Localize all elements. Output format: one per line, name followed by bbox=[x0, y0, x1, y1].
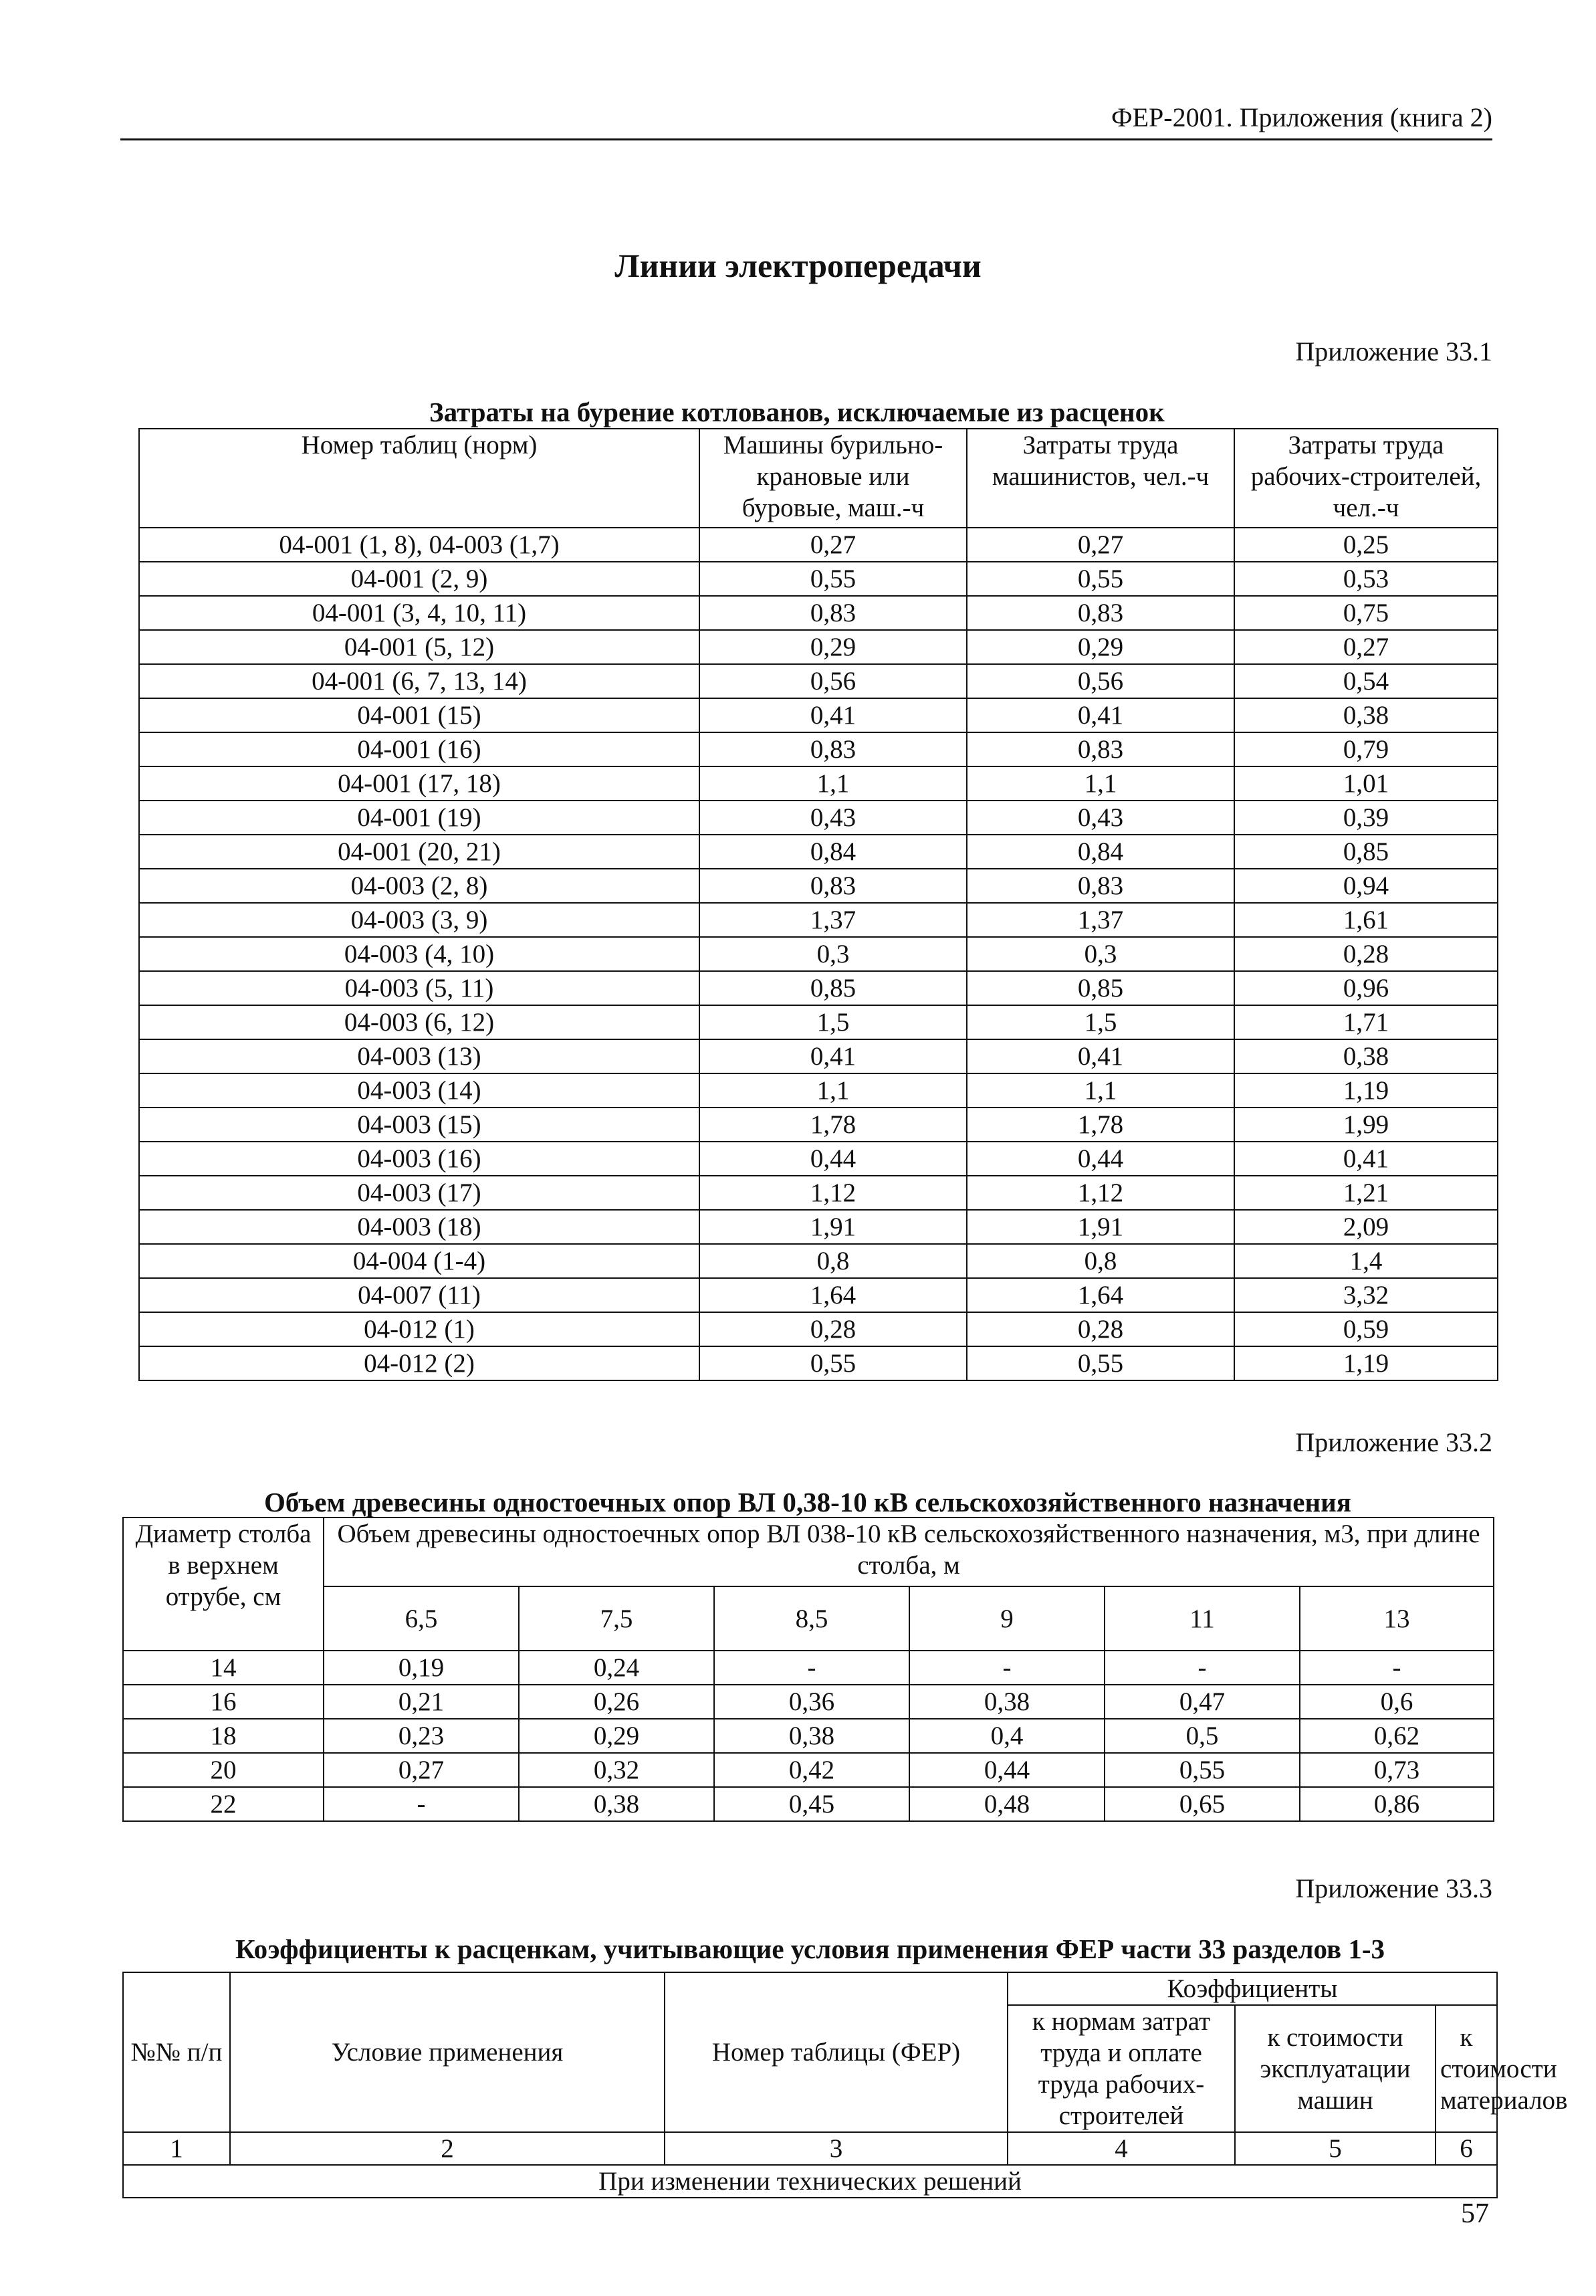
condition-header: Условие применения bbox=[230, 1972, 665, 2132]
materials-coefficient-header: к стоимости материалов bbox=[1436, 2005, 1497, 2132]
header-rule bbox=[120, 138, 1492, 140]
table-cell: 04-001 (17, 18) bbox=[139, 766, 699, 801]
table-cell: 0,83 bbox=[967, 869, 1234, 903]
diameter-header: Диаметр столба в верхнем отрубе, см bbox=[123, 1518, 324, 1651]
table-cell: 04-001 (2, 9) bbox=[139, 562, 699, 596]
table-row bbox=[123, 1787, 1494, 1821]
table-row bbox=[139, 971, 1498, 1005]
table-cell: 0,41 bbox=[1234, 1142, 1498, 1176]
drilling-costs-table bbox=[138, 428, 1498, 1381]
table-cell: 04-012 (1) bbox=[139, 1312, 699, 1346]
table-cell: 04-003 (15) bbox=[139, 1108, 699, 1142]
table-cell: 04-003 (3, 9) bbox=[139, 903, 699, 937]
table-cell: 04-001 (3, 4, 10, 11) bbox=[139, 596, 699, 630]
column-number: 4 bbox=[1008, 2132, 1235, 2165]
table-cell: 1,64 bbox=[699, 1278, 967, 1312]
table-cell: 0,86 bbox=[1300, 1787, 1494, 1821]
table-cell: 04-001 (6, 7, 13, 14) bbox=[139, 664, 699, 698]
table-row bbox=[123, 1753, 1494, 1787]
table-cell: 0,39 bbox=[1234, 801, 1498, 835]
table-cell: 04-003 (18) bbox=[139, 1210, 699, 1244]
table-cell: 0,23 bbox=[324, 1719, 519, 1753]
table-cell: 0,29 bbox=[967, 630, 1234, 664]
table-cell: 04-012 (2) bbox=[139, 1346, 699, 1380]
table-cell: 0,28 bbox=[1234, 937, 1498, 971]
table-cell: 0,44 bbox=[699, 1142, 967, 1176]
table-cell: 0,27 bbox=[699, 528, 967, 562]
table-cell: 1,99 bbox=[1234, 1108, 1498, 1142]
appendix-33-1-label: Приложение 33.1 bbox=[1295, 336, 1492, 367]
table-cell: 1,4 bbox=[1234, 1244, 1498, 1278]
table-cell: 0,6 bbox=[1300, 1685, 1494, 1719]
table-row bbox=[139, 835, 1498, 869]
column-header: Затраты труда рабочих-строителей, чел.-ч bbox=[1234, 429, 1498, 528]
table-cell: 0,43 bbox=[699, 801, 967, 835]
table-cell: 0,36 bbox=[714, 1685, 909, 1719]
table-cell: 0,8 bbox=[699, 1244, 967, 1278]
table-row bbox=[123, 1651, 1494, 1685]
table-cell: 1,1 bbox=[967, 1073, 1234, 1108]
table-cell: 0,83 bbox=[967, 596, 1234, 630]
table-cell: 3,32 bbox=[1234, 1278, 1498, 1312]
table-row bbox=[123, 1719, 1494, 1753]
column-number: 5 bbox=[1235, 2132, 1436, 2165]
table-cell: 0,21 bbox=[324, 1685, 519, 1719]
table-cell: 1,91 bbox=[699, 1210, 967, 1244]
table-cell: 0,94 bbox=[1234, 869, 1498, 903]
table-row bbox=[139, 766, 1498, 801]
table-cell: 0,83 bbox=[699, 869, 967, 903]
table-cell: 0,27 bbox=[1234, 630, 1498, 664]
table-row bbox=[139, 1346, 1498, 1380]
table-cell: 0,84 bbox=[699, 835, 967, 869]
table-row bbox=[139, 562, 1498, 596]
table-row bbox=[139, 1176, 1498, 1210]
table-cell: 04-003 (4, 10) bbox=[139, 937, 699, 971]
table-cell: 0,83 bbox=[699, 732, 967, 766]
table-cell: 04-003 (13) bbox=[139, 1039, 699, 1073]
table-cell: 0,41 bbox=[699, 698, 967, 732]
table-cell: 04-003 (2, 8) bbox=[139, 869, 699, 903]
table-cell: 1,5 bbox=[699, 1005, 967, 1039]
table-cell: 04-003 (6, 12) bbox=[139, 1005, 699, 1039]
table-cell: 2,09 bbox=[1234, 1210, 1498, 1244]
table-row bbox=[139, 1108, 1498, 1142]
table-cell: 0,41 bbox=[699, 1039, 967, 1073]
table-row bbox=[139, 596, 1498, 630]
column-number: 1 bbox=[123, 2132, 230, 2165]
table-cell: 0,55 bbox=[967, 1346, 1234, 1380]
table-cell: 1,12 bbox=[967, 1176, 1234, 1210]
table-cell: 0,44 bbox=[967, 1142, 1234, 1176]
table-cell: 1,19 bbox=[1234, 1346, 1498, 1380]
column-number: 3 bbox=[665, 2132, 1008, 2165]
table-cell: 1,91 bbox=[967, 1210, 1234, 1244]
table-row bbox=[139, 1005, 1498, 1039]
table-cell: 0,38 bbox=[1234, 1039, 1498, 1073]
table-row bbox=[139, 528, 1498, 562]
table-cell: 0,38 bbox=[714, 1719, 909, 1753]
table-cell: 0,55 bbox=[967, 562, 1234, 596]
table-cell: 1,78 bbox=[699, 1108, 967, 1142]
table-cell: - bbox=[1300, 1651, 1494, 1685]
table-cell: 1,71 bbox=[1234, 1005, 1498, 1039]
table-row bbox=[139, 937, 1498, 971]
table-cell: 0,27 bbox=[324, 1753, 519, 1787]
table-cell: 04-001 (15) bbox=[139, 698, 699, 732]
table-cell: 1,01 bbox=[1234, 766, 1498, 801]
table-row bbox=[139, 801, 1498, 835]
table-cell: 0,55 bbox=[699, 1346, 967, 1380]
table-cell: 0,47 bbox=[1105, 1685, 1300, 1719]
table-cell: 04-001 (20, 21) bbox=[139, 835, 699, 869]
table-row bbox=[139, 698, 1498, 732]
table-cell: 0,26 bbox=[519, 1685, 714, 1719]
appendix-33-2-label: Приложение 33.2 bbox=[1295, 1427, 1492, 1457]
timber-volume-table bbox=[122, 1517, 1494, 1822]
table-cell: - bbox=[909, 1651, 1105, 1685]
table-cell: 0,28 bbox=[967, 1312, 1234, 1346]
table-cell: 0,48 bbox=[909, 1787, 1105, 1821]
table-row bbox=[139, 664, 1498, 698]
table-cell: 0,38 bbox=[519, 1787, 714, 1821]
table-row bbox=[139, 1210, 1498, 1244]
table-cell: 0,41 bbox=[967, 1039, 1234, 1073]
table-cell: 1,5 bbox=[967, 1005, 1234, 1039]
table-cell: 0,3 bbox=[699, 937, 967, 971]
coefficients-header: Коэффициенты bbox=[1008, 1972, 1497, 2005]
table-row bbox=[139, 1278, 1498, 1312]
table-cell: 0,38 bbox=[1234, 698, 1498, 732]
page-title: Линии электропередачи bbox=[614, 247, 982, 284]
table-cell: 04-004 (1-4) bbox=[139, 1244, 699, 1278]
length-header: 8,5 bbox=[714, 1586, 909, 1651]
table-cell: 1,1 bbox=[699, 766, 967, 801]
table-cell: 0,25 bbox=[1234, 528, 1498, 562]
table-cell: 0,85 bbox=[967, 971, 1234, 1005]
table-cell: 0,54 bbox=[1234, 664, 1498, 698]
table-cell: 0,79 bbox=[1234, 732, 1498, 766]
table-cell: 1,64 bbox=[967, 1278, 1234, 1312]
table-cell: 0,55 bbox=[699, 562, 967, 596]
table-cell: 0,19 bbox=[324, 1651, 519, 1685]
table-row bbox=[139, 1312, 1498, 1346]
table-cell: 1,61 bbox=[1234, 903, 1498, 937]
table-cell: 1,12 bbox=[699, 1176, 967, 1210]
column-header: Номер таблиц (норм) bbox=[139, 429, 699, 528]
table-cell: 1,37 bbox=[699, 903, 967, 937]
table-cell: 0,85 bbox=[1234, 835, 1498, 869]
table-cell: 0,59 bbox=[1234, 1312, 1498, 1346]
table-cell: 1,37 bbox=[967, 903, 1234, 937]
table-cell: 0,62 bbox=[1300, 1719, 1494, 1753]
page-number: 57 bbox=[1461, 2198, 1489, 2229]
appendix-33-3-label: Приложение 33.3 bbox=[1295, 1873, 1492, 1903]
table-cell: 1,21 bbox=[1234, 1176, 1498, 1210]
table-cell: 0,24 bbox=[519, 1651, 714, 1685]
table-cell: 0,4 bbox=[909, 1719, 1105, 1753]
table-cell: 0,83 bbox=[967, 732, 1234, 766]
table-cell: 0,3 bbox=[967, 937, 1234, 971]
table-cell: 0,44 bbox=[909, 1753, 1105, 1787]
table-cell: 0,53 bbox=[1234, 562, 1498, 596]
section-row: При изменении технических решений bbox=[123, 2165, 1497, 2198]
table-cell: 0,83 bbox=[699, 596, 967, 630]
column-number: 6 bbox=[1436, 2132, 1497, 2165]
coefficients-table bbox=[122, 1972, 1568, 2198]
table-cell: 0,41 bbox=[967, 698, 1234, 732]
table-row bbox=[139, 1073, 1498, 1108]
table-cell: 1,78 bbox=[967, 1108, 1234, 1142]
appendix-33-1-caption: Затраты на бурение котлованов, исключаемые из расценок bbox=[429, 397, 1165, 427]
table-cell: 0,96 bbox=[1234, 971, 1498, 1005]
table-cell: 04-001 (1, 8), 04-003 (1,7) bbox=[139, 528, 699, 562]
machines-coefficient-header: к стоимости эксплуатации машин bbox=[1235, 2005, 1436, 2132]
table-cell: 0,38 bbox=[909, 1685, 1105, 1719]
table-cell: 0,45 bbox=[714, 1787, 909, 1821]
table-cell: 22 bbox=[123, 1787, 324, 1821]
table-cell: 04-003 (16) bbox=[139, 1142, 699, 1176]
table-cell: 1,1 bbox=[967, 766, 1234, 801]
length-header: 11 bbox=[1105, 1586, 1300, 1651]
length-header: 7,5 bbox=[519, 1586, 714, 1651]
length-header: 13 bbox=[1300, 1586, 1494, 1651]
num-header: №№ п/п bbox=[123, 1972, 230, 2132]
table-cell: 0,65 bbox=[1105, 1787, 1300, 1821]
table-row bbox=[139, 869, 1498, 903]
table-cell: 14 bbox=[123, 1651, 324, 1685]
table-cell: 0,29 bbox=[699, 630, 967, 664]
table-cell: 04-001 (19) bbox=[139, 801, 699, 835]
table-cell: - bbox=[714, 1651, 909, 1685]
table-row bbox=[139, 1039, 1498, 1073]
table-cell: 0,56 bbox=[967, 664, 1234, 698]
table-cell: 04-007 (11) bbox=[139, 1278, 699, 1312]
table-row bbox=[139, 903, 1498, 937]
table-row bbox=[139, 1244, 1498, 1278]
length-header: 9 bbox=[909, 1586, 1105, 1651]
table-cell: 0,32 bbox=[519, 1753, 714, 1787]
table-cell: 0,42 bbox=[714, 1753, 909, 1787]
column-number: 2 bbox=[230, 2132, 665, 2165]
table-cell: 04-003 (14) bbox=[139, 1073, 699, 1108]
table-cell: 0,73 bbox=[1300, 1753, 1494, 1787]
table-cell: 1,1 bbox=[699, 1073, 967, 1108]
table-cell: 0,5 bbox=[1105, 1719, 1300, 1753]
table-cell: 0,85 bbox=[699, 971, 967, 1005]
column-header: Затраты труда машинистов, чел.-ч bbox=[967, 429, 1234, 528]
table-cell: 04-003 (5, 11) bbox=[139, 971, 699, 1005]
table-cell: 16 bbox=[123, 1685, 324, 1719]
table-cell: 04-001 (16) bbox=[139, 732, 699, 766]
running-header: ФЕР-2001. Приложения (книга 2) bbox=[1111, 102, 1492, 132]
table-cell: - bbox=[324, 1787, 519, 1821]
table-row bbox=[139, 1142, 1498, 1176]
column-header: Машины бурильно-крановые или буровые, маш.-ч bbox=[699, 429, 967, 528]
table-cell: 0,84 bbox=[967, 835, 1234, 869]
table-row bbox=[123, 1685, 1494, 1719]
table-cell: 0,29 bbox=[519, 1719, 714, 1753]
table-cell: 0,56 bbox=[699, 664, 967, 698]
table-cell: 04-003 (17) bbox=[139, 1176, 699, 1210]
appendix-33-3-caption: Коэффициенты к расценкам, учитывающие условия применения ФЕР части 33 разделов 1-3 bbox=[235, 1934, 1385, 1964]
table-cell: 0,8 bbox=[967, 1244, 1234, 1278]
table-row bbox=[139, 630, 1498, 664]
table-row bbox=[139, 732, 1498, 766]
table-cell: 0,27 bbox=[967, 528, 1234, 562]
table-cell: 0,43 bbox=[967, 801, 1234, 835]
table-number-header: Номер таблицы (ФЕР) bbox=[665, 1972, 1008, 2132]
table-cell: 04-001 (5, 12) bbox=[139, 630, 699, 664]
appendix-33-2-caption: Объем древесины одностоечных опор ВЛ 0,38-10 кВ сельскохозяйственного назначения bbox=[264, 1487, 1351, 1518]
table-cell: 18 bbox=[123, 1719, 324, 1753]
table-cell: 20 bbox=[123, 1753, 324, 1787]
table-cell: - bbox=[1105, 1651, 1300, 1685]
table-cell: 0,55 bbox=[1105, 1753, 1300, 1787]
table-cell: 1,19 bbox=[1234, 1073, 1498, 1108]
length-header: 6,5 bbox=[324, 1586, 519, 1651]
table-cell: 0,75 bbox=[1234, 596, 1498, 630]
table-cell: 0,28 bbox=[699, 1312, 967, 1346]
labor-coefficient-header: к нормам затрат труда и оплате труда рабочих-строителей bbox=[1008, 2005, 1235, 2132]
volume-group-header: Объем древесины одностоечных опор ВЛ 038-10 кВ сельскохозяйственного назначения, м3, при длине столба, м bbox=[324, 1518, 1494, 1586]
